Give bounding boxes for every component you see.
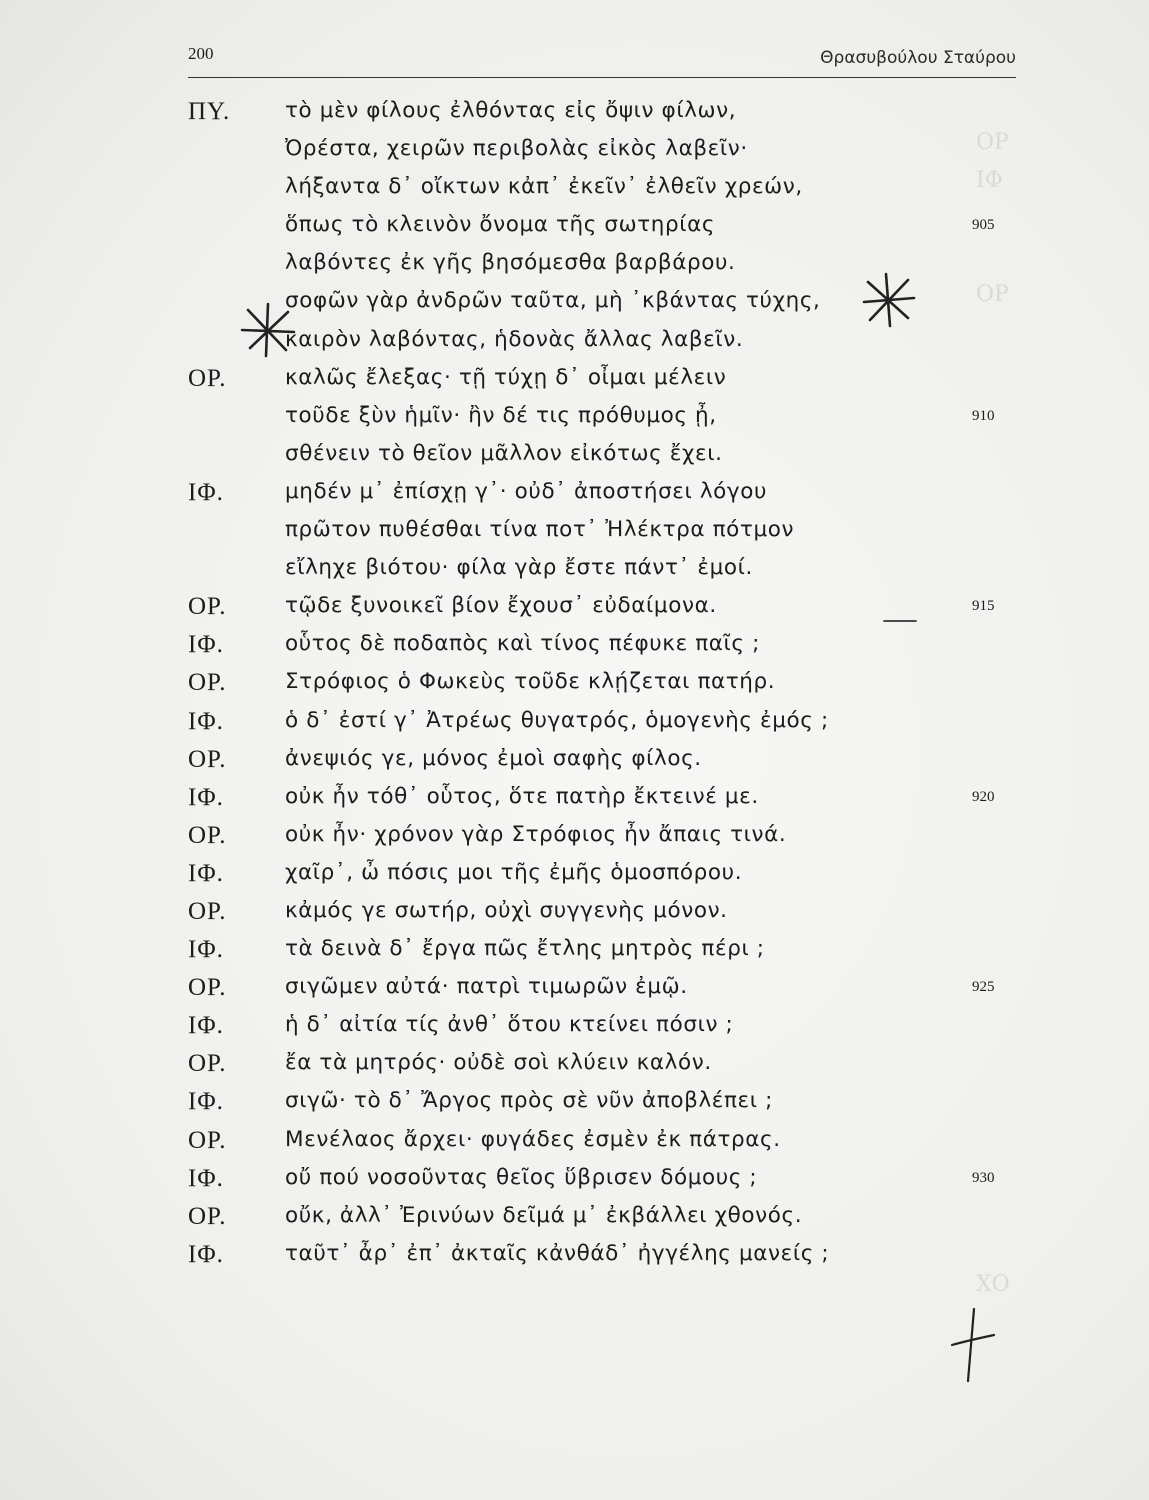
line-number: 925 [972, 979, 995, 996]
verse-block [0, 98, 1149, 1279]
verse-line [0, 365, 1149, 403]
verse-line [0, 669, 1149, 707]
verse-text: Ὀρέστα, χειρῶν περιβολὰς εἰκὸς λαβεῖν· [285, 136, 748, 162]
verse-line [0, 822, 1149, 860]
verse-text: τὰ δεινὰ δ᾽ ἔργα πῶς ἔτλης μητρὸς πέρι ; [285, 936, 765, 962]
verse-line [0, 631, 1149, 669]
verse-text: σιγῶ· τὸ δ᾽ Ἄργος πρὸς σὲ νῦν ἀποβλέπει ; [285, 1088, 773, 1114]
handwritten-cross-mark [948, 1305, 998, 1385]
verse-line [0, 1165, 1149, 1203]
verse-text: κἀμός γε σωτήρ, οὐχὶ συγγενὴς μόνον. [285, 897, 728, 923]
speaker-label: ΙΦ. [188, 1088, 224, 1116]
speaker-label: ΟΡ. [188, 669, 227, 697]
verse-text: χαῖρ᾽, ὦ πόσις μοι τῆς ἐμῆς ὁμοσπόρου. [285, 859, 743, 885]
verse-text: οὐκ ἦν· χρόνον γὰρ Στρόφιος ἦν ἄπαις τινά. [285, 821, 787, 847]
verse-line [0, 1203, 1149, 1241]
verse-text: οὗτος δὲ ποδαπὸς καὶ τίνος πέφυκε παῖς ; [285, 631, 760, 657]
line-number: 920 [972, 788, 995, 805]
line-number: 910 [972, 407, 995, 424]
verse-text: ὁ δ᾽ ἐστί γ᾽ Ἀτρέως θυγατρός, ὁμογενὴς ἐμός ; [285, 707, 829, 733]
speaker-label: ΙΦ. [188, 936, 224, 964]
verse-text: ὅπως τὸ κλεινὸν ὄνομα τῆς σωτηρίας [285, 212, 716, 238]
verse-text: σιγῶμεν αὐτά· πατρὶ τιμωρῶν ἐμῷ. [285, 974, 688, 1000]
speaker-label: ΟΡ. [188, 1202, 227, 1230]
verse-text: ἀνεψιός γε, μόνος ἐμοὶ σαφὴς φίλος. [285, 745, 702, 771]
header-rule [188, 77, 1016, 78]
running-title: Θρασυβούλου Σταύρου [820, 48, 1016, 68]
verse-text: Μενέλαος ἄρχει· φυγάδες ἐσμὲν ἐκ πάτρας. [285, 1126, 781, 1152]
line-number: 930 [972, 1169, 995, 1186]
verse-line [0, 555, 1149, 593]
verse-text: λαβόντες ἐκ γῆς βησόμεσθα βαρβάρου. [285, 250, 736, 276]
verse-line [0, 746, 1149, 784]
verse-line [0, 708, 1149, 746]
speaker-label: ΙΦ. [188, 707, 224, 735]
verse-line [0, 98, 1149, 136]
speaker-label: ΙΦ. [188, 1240, 224, 1268]
verse-line [0, 288, 1149, 326]
verse-text: εἴληχε βιότου· φίλα γὰρ ἔστε πάντ᾽ ἐμοί. [285, 555, 753, 581]
line-number: 905 [972, 217, 995, 234]
verse-text: σθένειν τὸ θεῖον μᾶλλον εἰκότως ἔχει. [285, 440, 723, 466]
verse-text: οὔκ, ἀλλ᾽ Ἐρινύων δεῖμά μ᾽ ἐκβάλλει χθονός. [285, 1202, 803, 1228]
verse-line [0, 936, 1149, 974]
speaker-label: ΟΡ. [188, 745, 227, 773]
verse-line [0, 784, 1149, 822]
speaker-label: ΙΦ. [188, 1164, 224, 1192]
verse-text: τὸ μὲν φίλους ἐλθόντας εἰς ὄψιν φίλων, [285, 98, 737, 123]
verse-line [0, 898, 1149, 936]
verse-text: πρῶτον πυθέσθαι τίνα ποτ᾽ Ἠλέκτρα πότμον [285, 517, 795, 543]
bleed-through-mark: ΧΟ [976, 1272, 1010, 1297]
speaker-label: ΟΡ. [188, 593, 227, 621]
speaker-label: ΙΦ. [188, 1012, 224, 1040]
verse-line [0, 974, 1149, 1012]
verse-line [0, 212, 1149, 250]
verse-text: καιρὸν λαβόντας, ἡδονὰς ἄλλας λαβεῖν. [285, 326, 744, 352]
page-header [188, 40, 1016, 80]
verse-line [0, 250, 1149, 288]
speaker-label: ΟΡ. [188, 821, 227, 849]
verse-line [0, 136, 1149, 174]
verse-text: καλῶς ἔλεξας· τῇ τύχῃ δ᾽ οἶμαι μέλειν [285, 364, 727, 390]
speaker-label: ΟΡ. [188, 1050, 227, 1078]
verse-line [0, 403, 1149, 441]
verse-text: ἔα τὰ μητρός· οὐδὲ σοὶ κλύειν καλόν. [285, 1050, 712, 1076]
verse-line [0, 479, 1149, 517]
verse-text: ταῦτ᾽ ἆρ᾽ ἐπ᾽ ἀκταῖς κἀνθάδ᾽ ἠγγέλης μανείς ; [285, 1240, 830, 1266]
verse-line [0, 1050, 1149, 1088]
bleed-through-mark: ΟΡ [976, 130, 1009, 155]
speaker-label: ΟΡ. [188, 897, 227, 925]
verse-text: μηδέν μ᾽ ἐπίσχῃ γ᾽· οὐδ᾽ ἀποστήσει λόγου [285, 478, 768, 504]
speaker-label: ΠΥ. [188, 98, 231, 125]
verse-line [0, 1088, 1149, 1126]
verse-text: ἡ δ᾽ αἰτία τίς ἀνθ᾽ ὅτου κτείνει πόσιν ; [285, 1012, 734, 1038]
bleed-through-mark: ΟΡ [976, 282, 1009, 307]
verse-line [0, 1012, 1149, 1050]
verse-line [0, 593, 1149, 631]
speaker-label: ΟΡ. [188, 974, 227, 1002]
verse-text: λήξαντα δ᾽ οἴκτων κἀπ᾽ ἐκεῖν᾽ ἐλθεῖν χρεών, [285, 174, 803, 200]
verse-text: τοῦδε ξὺν ἡμῖν· ἢν δέ τις πρόθυμος ᾖ, [285, 402, 717, 428]
verse-text: οὐκ ἦν τόθ᾽ οὗτος, ὅτε πατὴρ ἔκτεινέ με. [285, 783, 759, 809]
verse-line [0, 1127, 1149, 1165]
speaker-label: ΙΦ. [188, 783, 224, 811]
speaker-label: ΟΡ. [188, 1126, 227, 1154]
bleed-through-mark: ΙΦ [976, 168, 1003, 193]
speaker-label: ΟΡ. [188, 364, 227, 392]
speaker-label: ΙΦ. [188, 631, 224, 659]
speaker-label: ΙΦ. [188, 478, 224, 506]
line-number: 915 [972, 598, 995, 615]
verse-text: σοφῶν γὰρ ἀνδρῶν ταῦτα, μὴ ᾽κβάντας τύχης, [285, 288, 821, 314]
verse-line [0, 1241, 1149, 1279]
verse-line [0, 441, 1149, 479]
speaker-label: ΙΦ. [188, 859, 224, 887]
verse-line [0, 327, 1149, 365]
verse-line [0, 517, 1149, 555]
verse-text: Στρόφιος ὁ Φωκεὺς τοῦδε κλῄζεται πατήρ. [285, 669, 776, 695]
verse-line [0, 860, 1149, 898]
page-number: 200 [188, 44, 214, 63]
verse-line [0, 174, 1149, 212]
verse-text: τῷδε ξυνοικεῖ βίον ἔχουσ᾽ εὐδαίμονα. [285, 593, 717, 619]
verse-text: οὔ πού νοσοῦντας θεῖος ὕβρισεν δόμους ; [285, 1164, 758, 1190]
